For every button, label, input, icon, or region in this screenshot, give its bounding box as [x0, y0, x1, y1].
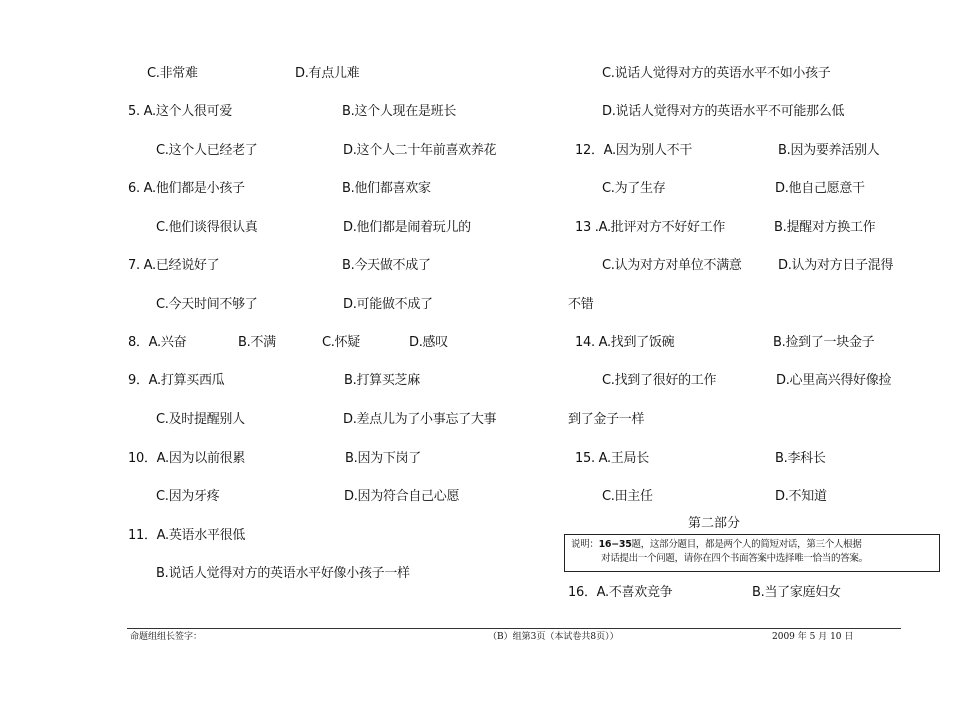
instr-line1: 题，这部分题目，都是两个人的简短对话，第三个人根据 [631, 539, 862, 550]
footer-signature: 命题组组长签字： [130, 632, 203, 642]
q6-option-d: D.他们都是闹着玩儿的 [343, 220, 471, 235]
q13-option-b: B.提醒对方换工作 [774, 220, 876, 235]
q6-option-c: C.他们谈得很认真 [156, 220, 258, 235]
q6-option-b: B.他们都喜欢家 [342, 181, 431, 196]
q14-option-c: C.找到了很好的工作 [602, 373, 717, 388]
q10-option-c: C.因为牙疼 [156, 489, 220, 504]
q7-option-b: B.今天做不成了 [342, 258, 431, 273]
q16-option-a: 16．A.不喜欢竞争 [568, 585, 673, 600]
q15-option-b: B.李科长 [775, 451, 826, 466]
q13-option-d-cont: 不错 [568, 297, 594, 312]
q15-option-c: C.田主任 [602, 489, 653, 504]
q7-option-c: C.今天时间不够了 [156, 297, 258, 312]
q6-option-a: 6. A.他们都是小孩子 [128, 181, 245, 196]
q13-option-c: C.认为对方对单位不满意 [602, 258, 742, 273]
q14-option-d-cont: 到了金子一样 [568, 412, 645, 427]
q9-option-c: C.及时提醒别人 [156, 412, 245, 427]
q4-option-d: D.有点儿难 [295, 66, 360, 81]
q5-option-d: D.这个人二十年前喜欢养花 [343, 143, 497, 158]
q8-option-d: D.感叹 [409, 335, 448, 350]
q11-option-d: D.说话人觉得对方的英语水平不可能那么低 [602, 104, 845, 119]
q14-option-d: D.心里高兴得好像捡 [776, 373, 892, 388]
q15-option-d: D.不知道 [775, 489, 827, 504]
q10-option-a: 10．A.因为以前很累 [128, 451, 246, 466]
q12-option-b: B.因为要养活别人 [778, 143, 880, 158]
footer-rule [127, 628, 901, 629]
q8-option-b: B.不满 [238, 335, 276, 350]
q8-option-a: 8．A.兴奋 [128, 335, 187, 350]
section-title: 第二部分 [688, 516, 741, 531]
instr-range: 16−35 [598, 539, 632, 550]
q14-option-b: B.捡到了一块金子 [773, 335, 875, 350]
q13-option-a: 13 .A.批评对方不好好工作 [575, 220, 726, 235]
q11-option-a: 11．A.英语水平很低 [128, 528, 246, 543]
q4-option-c: C.非常难 [147, 66, 198, 81]
footer-date: 2009 年 5 月 10 日 [772, 632, 854, 642]
instr-lead: 说明： [571, 539, 599, 550]
q10-option-b: B.因为下岗了 [345, 451, 421, 466]
instructions-box [564, 534, 940, 572]
q5-option-b: B.这个人现在是班长 [342, 104, 457, 119]
q9-option-b: B.打算买芝麻 [344, 373, 420, 388]
q15-option-a: 15. A.王局长 [575, 451, 649, 466]
q10-option-d: D.因为符合自己心愿 [344, 489, 460, 504]
q5-option-c: C.这个人已经老了 [156, 143, 258, 158]
q13-option-d: D.认为对方日子混得 [778, 258, 894, 273]
footer-page-info: （B）组第3页（本试卷共8页）） [488, 632, 619, 642]
q12-option-d: D.他自己愿意干 [775, 181, 865, 196]
q9-option-a: 9．A.打算买西瓜 [128, 373, 225, 388]
q14-option-a: 14. A.找到了饭碗 [575, 335, 675, 350]
q7-option-a: 7. A.已经说好了 [128, 258, 220, 273]
q11-option-c: C.说话人觉得对方的英语水平不如小孩子 [602, 66, 831, 81]
q16-option-b: B.当了家庭妇女 [752, 585, 841, 600]
q9-option-d: D.差点儿为了小事忘了大事 [343, 412, 497, 427]
q11-option-b: B.说话人觉得对方的英语水平好像小孩子一样 [156, 566, 410, 581]
q7-option-d: D.可能做不成了 [343, 297, 433, 312]
q8-option-c: C.怀疑 [322, 335, 361, 350]
instr-line2: 对话提出一个问题，请你在四个书面答案中选择唯一恰当的答案。 [601, 553, 868, 564]
q5-option-a: 5. A.这个人很可爱 [128, 104, 233, 119]
q12-option-a: 12．A.因为别人不干 [575, 143, 693, 158]
q12-option-c: C.为了生存 [602, 181, 666, 196]
